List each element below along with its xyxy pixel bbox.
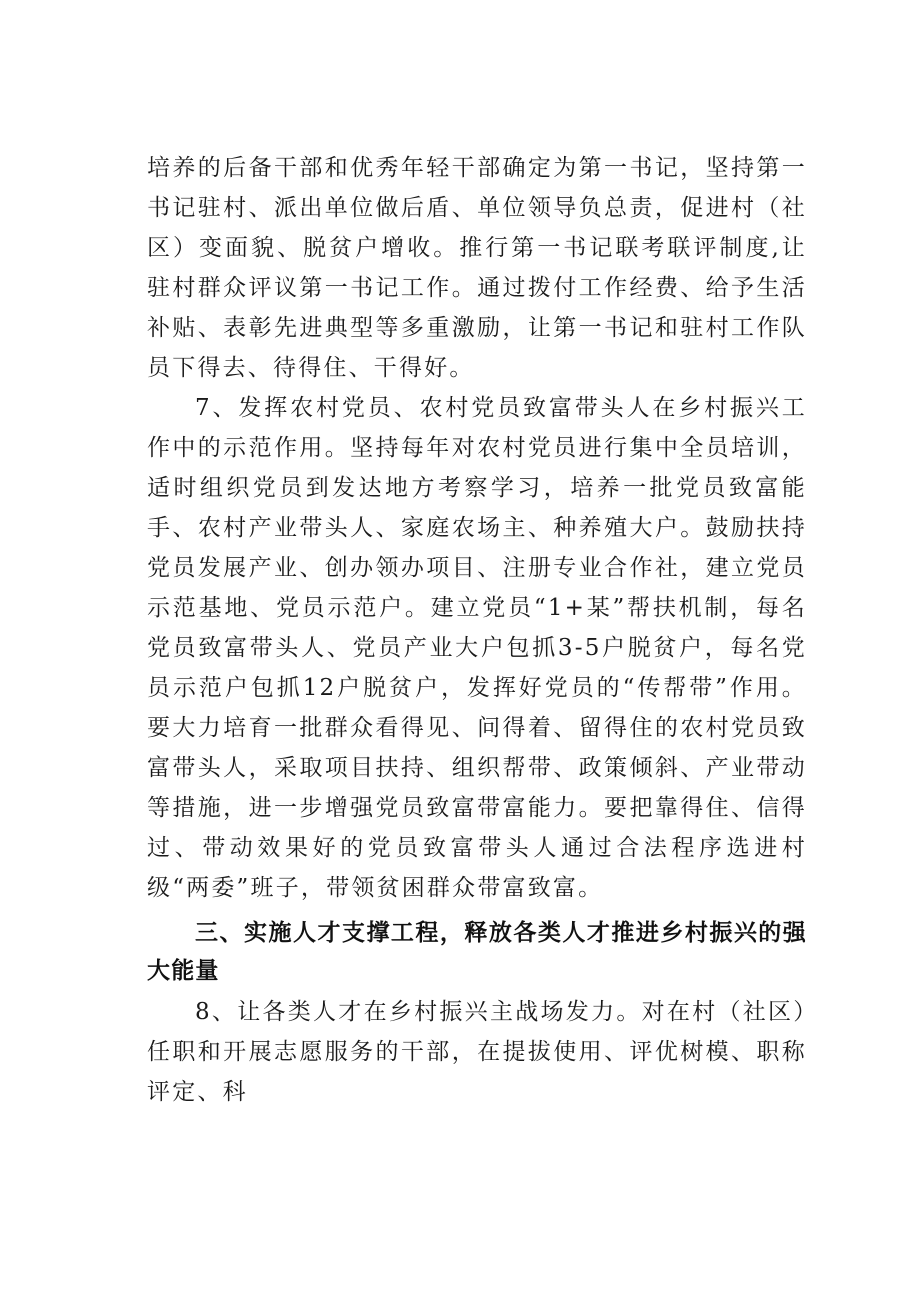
section-heading-3: 三、实施人才支撑工程，释放各类人才推进乡村振兴的强大能量 (147, 920, 807, 984)
document-body (147, 148, 807, 1112)
paragraph-first-secretary: 培养的后备干部和优秀年轻干部确定为第一书记，坚持第一书记驻村、派出单位做后盾、单位领导负总责，促进村（社区）变面貌、脱贫户增收。推行第一书记联考联评制度,让驻村群众评议第一书记工作。通过拨付工作经费、给予生活补贴、表彰先进典型等多重激励，让第一书记和驻村工作队员下得去、待得住、干得好。 (147, 155, 807, 381)
paragraph-item-8: 8、让各类人才在乡村振兴主战场发力。对在村（社区）任职和开展志愿服务的干部，在提拔使用、评优树模、职称评定、科 (147, 999, 807, 1105)
paragraph-item-7: 7、发挥农村党员、农村党员致富带头人在乡村振兴工作中的示范作用。坚持每年对农村党员进行集中全员培训，适时组织党员到发达地方考察学习，培养一批党员致富能手、农村产业带头人、家庭农场主、种养殖大户。鼓励扶持党员发展产业、创办领办项目、注册专业合作社，建立党员示范基地、党员示范户。建立党员“1+某”帮扶机制，每名党员致富带头人、党员产业大户包抓3-5户脱贫户，每名党员示范户包抓12户脱贫户，发挥好党员的“传帮带”作用。要大力培育一批群众看得见、问得着、留得住的农村党员致富带头人，采取项目扶持、组织帮带、政策倾斜、产业带动等措施，进一步增强党员致富带富能力。要把靠得住、信得过、带动效果好的党员致富带头人通过合法程序选进村级“两委”班子，带领贫困群众带富致富。 (147, 395, 807, 901)
